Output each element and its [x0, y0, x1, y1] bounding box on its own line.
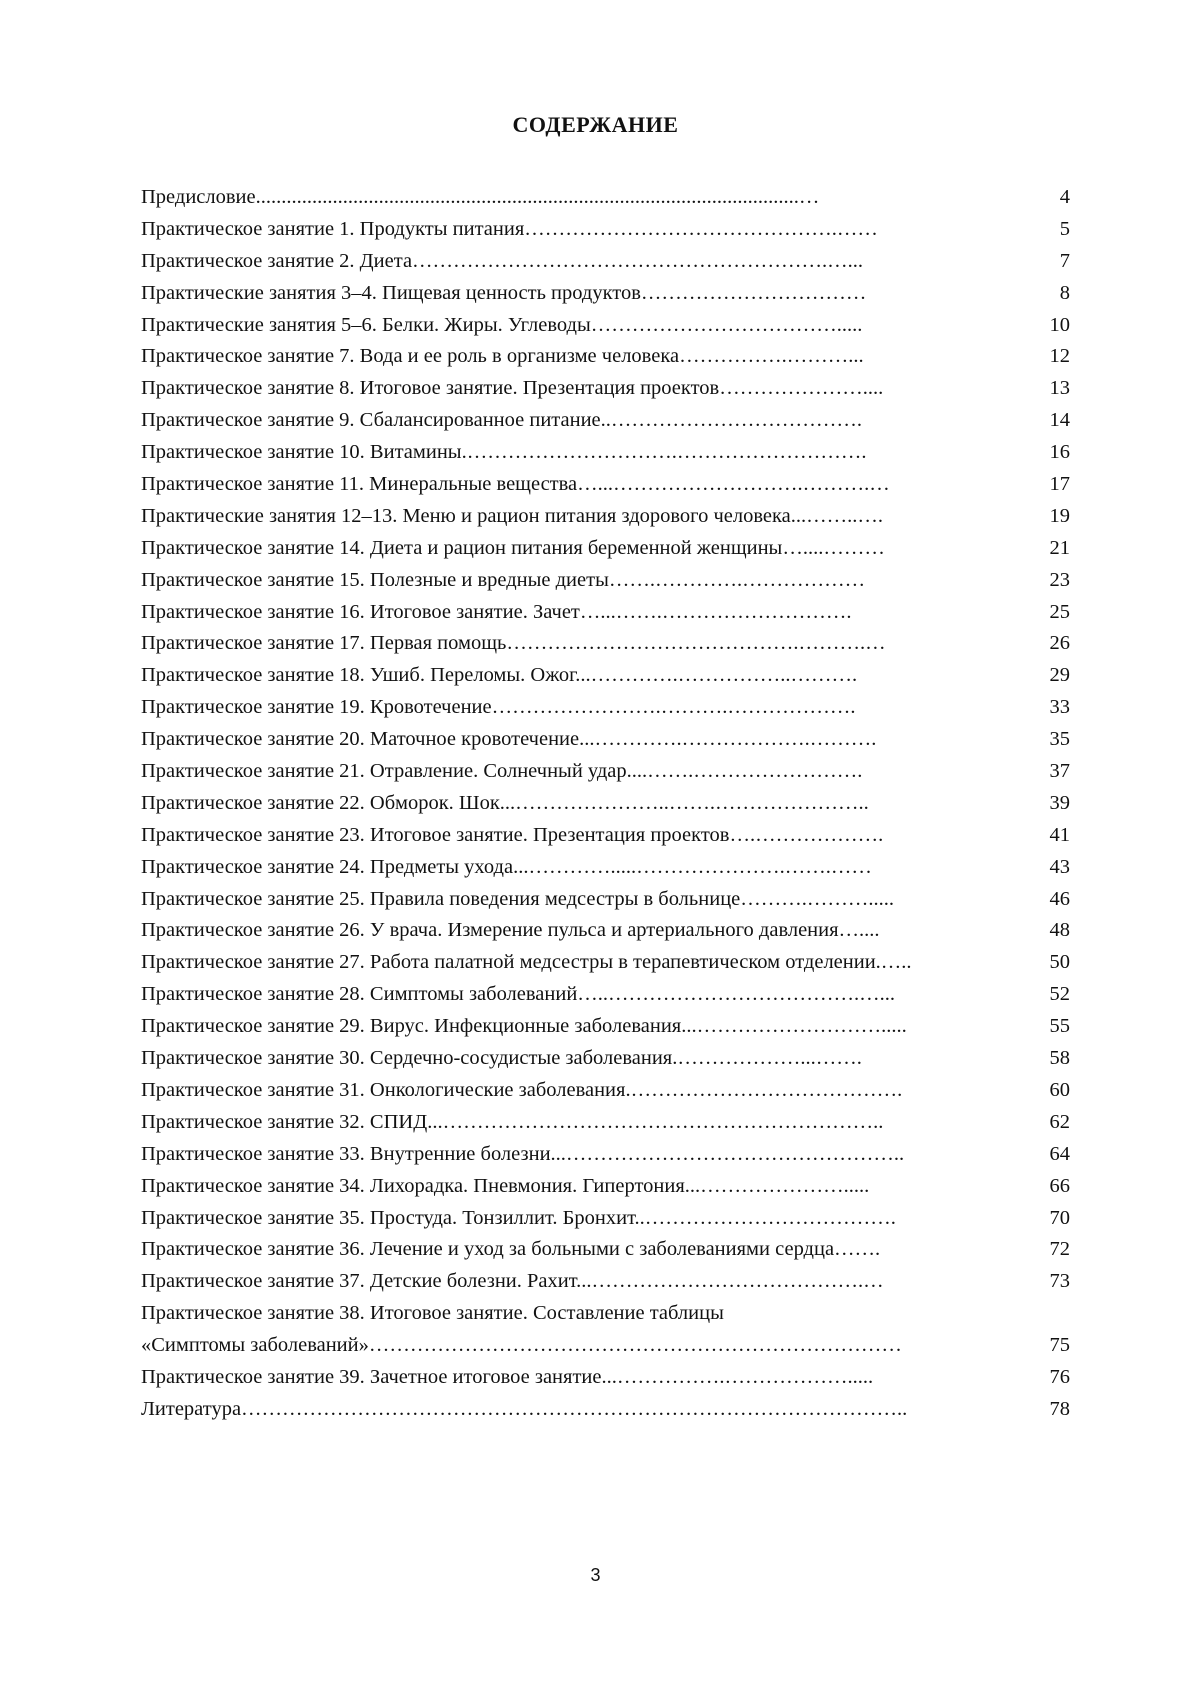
toc-entry-page: 43 — [1049, 855, 1070, 878]
toc-entry[interactable] — [141, 501, 1070, 533]
toc-entry[interactable] — [141, 405, 1070, 437]
toc-entry-page: 62 — [1049, 1110, 1070, 1133]
toc-entry-title: Практические занятия 5–6. Белки. Жиры. Углеводы………………………………..... — [141, 313, 863, 336]
toc-entry-title: Практическое занятие 38. Итоговое занятие. Составление таблицы — [141, 1302, 724, 1325]
toc-entry-page: 58 — [1049, 1047, 1070, 1070]
toc-entry[interactable] — [141, 565, 1070, 597]
toc-entry-title: Практическое занятие 28. Симптомы заболеваний…..……………………………….…... — [141, 983, 896, 1006]
toc-entry[interactable] — [141, 182, 1070, 214]
toc-entry[interactable] — [141, 278, 1070, 310]
toc-entry-title: Практическое занятие 23. Итоговое занятие. Презентация проектов….………………. — [141, 823, 884, 846]
toc-entry-title: Практическое занятие 1. Продукты питания……………………………………….…… — [141, 217, 878, 240]
toc-entry-page: 39 — [1049, 791, 1070, 814]
toc-entry-title: Практическое занятие 25. Правила поведения медсестры в больнице……….………..... — [141, 887, 895, 910]
toc-entry[interactable] — [141, 1394, 1070, 1426]
toc-entry[interactable] — [141, 692, 1070, 724]
toc-entry[interactable] — [141, 756, 1070, 788]
toc-entry-page: 55 — [1049, 1015, 1070, 1038]
toc-entry-page: 4 — [1059, 186, 1070, 208]
toc-entry-page: 76 — [1049, 1365, 1070, 1388]
toc-entry-title: Литература…………………………………………………………………………………….. — [141, 1397, 908, 1420]
toc-entry[interactable] — [141, 1298, 1070, 1330]
toc-entry-title: Практическое занятие 24. Предметы ухода...………….....………………….…….…… — [141, 855, 872, 878]
toc-entry-page: 66 — [1049, 1174, 1070, 1197]
toc-entry-page: 10 — [1049, 313, 1070, 336]
toc-entry[interactable] — [141, 1011, 1070, 1043]
toc-entry-page: 26 — [1049, 632, 1070, 655]
toc-entry-page: 35 — [1049, 728, 1070, 751]
toc-entry[interactable] — [141, 628, 1070, 660]
toc-entry-page: 64 — [1049, 1142, 1070, 1165]
toc-entry-page: 60 — [1049, 1078, 1070, 1101]
toc-entry[interactable] — [141, 1075, 1070, 1107]
toc-entry-title: Практическое занятие 14. Диета и рацион питания беременной женщины…....……… — [141, 536, 885, 559]
toc-entry-title: Практическое занятие 39. Зачетное итоговое занятие...…………….………………..... — [141, 1365, 874, 1388]
toc-entry-page: 21 — [1049, 536, 1070, 559]
toc-entry-title: Практическое занятие 16. Итоговое занятие. Зачет…...…….………………………. — [141, 600, 852, 623]
page-number: 3 — [590, 1565, 601, 1585]
toc-entry-title: Практическое занятие 8. Итоговое занятие. Презентация проектов………………….... — [141, 377, 884, 400]
toc-entry-title: Практическое занятие 32. СПИД...……………………………………………………….. — [141, 1110, 884, 1133]
toc-entry-page: 14 — [1049, 409, 1070, 432]
toc-entry[interactable] — [141, 1266, 1070, 1298]
toc-entry-page: 12 — [1049, 345, 1070, 368]
toc-entry-page: 78 — [1049, 1397, 1070, 1420]
toc-entry[interactable] — [141, 852, 1070, 884]
toc-entry[interactable] — [141, 660, 1070, 692]
toc-entry[interactable] — [141, 373, 1070, 405]
toc-entry[interactable] — [141, 310, 1070, 342]
toc-entry-title: Практическое занятие 21. Отравление. Солнечный удар....…….……………………. — [141, 760, 863, 783]
toc-entry-page: 25 — [1049, 600, 1070, 623]
toc-entry-title: Практическое занятие 34. Лихорадка. Пневмония. Гипертония...…………………..... — [141, 1174, 870, 1197]
toc-entry[interactable] — [141, 1362, 1070, 1394]
toc-entry-title: Практические занятия 3–4. Пищевая ценность продуктов…………………………… — [141, 281, 867, 304]
toc-entry-title: Практическое занятие 35. Простуда. Тонзиллит. Бронхит..………………………………. — [141, 1206, 896, 1229]
table-of-contents — [141, 182, 1070, 1426]
toc-entry[interactable] — [141, 469, 1070, 501]
toc-entry-title: Практическое занятие 20. Маточное кровотечение...………….……………….………. — [141, 728, 877, 751]
toc-entry-page: 46 — [1049, 887, 1070, 910]
toc-entry-title: Практическое занятие 7. Вода и ее роль в организме человека…………….………... — [141, 345, 864, 368]
toc-entry-page: 70 — [1049, 1206, 1070, 1229]
toc-entry-page: 16 — [1049, 441, 1070, 464]
toc-entry-title: Практическое занятие 9. Сбалансированное питание..………………………………. — [141, 409, 863, 432]
toc-entry-page: 75 — [1049, 1334, 1070, 1357]
toc-entry-title: Практическое занятие 29. Вирус. Инфекционные заболевания...………………………..... — [141, 1015, 907, 1038]
toc-entry[interactable] — [141, 1330, 1070, 1362]
toc-entry[interactable] — [141, 979, 1070, 1011]
toc-entry-title: Практическое занятие 27. Работа палатной медсестры в терапевтическом отделении.….. — [141, 951, 912, 974]
toc-entry-title: Практическое занятие 18. Ушиб. Переломы. Ожог...………….……………..………. — [141, 664, 858, 687]
toc-entry[interactable] — [141, 1043, 1070, 1075]
toc-entry-title: Практическое занятие 19. Кровотечение…………………….……….………………. — [141, 696, 856, 719]
toc-entry-title: Практическое занятие 26. У врача. Измерение пульса и артериального давления….... — [141, 919, 880, 942]
toc-entry-page: 48 — [1049, 919, 1070, 942]
toc-entry-title: Практическое занятие 2. Диета…………………………………………………….…... — [141, 249, 864, 272]
toc-entry-title: Практическое занятие 31. Онкологические заболевания.…………………………………. — [141, 1078, 903, 1101]
toc-entry-page: 13 — [1049, 377, 1070, 400]
toc-entry-title: «Симптомы заболеваний»…………………………………………………………………… — [141, 1334, 902, 1357]
toc-entry-page: 72 — [1049, 1238, 1070, 1261]
toc-entry[interactable] — [141, 1107, 1070, 1139]
toc-entry[interactable] — [141, 597, 1070, 629]
toc-entry-title: Практические занятия 12–13. Меню и рацион питания здорового человека...……..…. — [141, 504, 883, 527]
toc-entry-title: Практическое занятие 22. Обморок. Шок...…………………..…….………………….. — [141, 791, 869, 814]
toc-entry-page: 8 — [1059, 281, 1070, 304]
toc-entry[interactable] — [141, 1171, 1070, 1203]
toc-entry-title: Практическое занятие 30. Сердечно-сосудистые заболевания.………………...……. — [141, 1047, 862, 1070]
toc-entry[interactable] — [141, 947, 1070, 979]
toc-entry-page: 19 — [1049, 504, 1070, 527]
toc-entry-title: Практическое занятие 33. Внутренние болезни...………………………………………….. — [141, 1142, 905, 1165]
toc-entry[interactable] — [141, 341, 1070, 373]
toc-entry[interactable] — [141, 533, 1070, 565]
toc-entry-page: 37 — [1049, 760, 1070, 783]
toc-entry[interactable] — [141, 724, 1070, 756]
toc-entry-page: 41 — [1049, 823, 1070, 846]
toc-entry-page: 7 — [1059, 249, 1070, 272]
toc-entry[interactable] — [141, 1203, 1070, 1235]
toc-entry[interactable] — [141, 214, 1070, 246]
toc-entry[interactable] — [141, 788, 1070, 820]
toc-entry-title: Практическое занятие 15. Полезные и вредные диеты…….………….……………… — [141, 568, 866, 591]
toc-entry-title: Предисловие..........................................................................................................… — [141, 186, 820, 208]
toc-entry[interactable] — [141, 246, 1070, 278]
toc-entry-page: 50 — [1049, 951, 1070, 974]
toc-entry-page: 73 — [1049, 1270, 1070, 1293]
toc-entry[interactable] — [141, 820, 1070, 852]
toc-entry-page: 17 — [1049, 473, 1070, 496]
toc-entry[interactable] — [141, 1234, 1070, 1266]
toc-title: СОДЕРЖАНИЕ — [512, 112, 679, 137]
toc-entry[interactable] — [141, 1139, 1070, 1171]
toc-entry[interactable] — [141, 437, 1070, 469]
toc-entry[interactable] — [141, 915, 1070, 947]
toc-entry-page: 29 — [1049, 664, 1070, 687]
toc-entry-title: Практическое занятие 37. Детские болезни. Рахит...………………………………….… — [141, 1270, 884, 1293]
toc-entry-page: 5 — [1059, 217, 1070, 240]
toc-entry[interactable] — [141, 884, 1070, 916]
toc-entry-title: Практическое занятие 10. Витамины.………………………….………………………. — [141, 441, 867, 464]
toc-entry-title: Практическое занятие 17. Первая помощь…………………………………….……….… — [141, 632, 886, 655]
toc-entry-page: 33 — [1049, 696, 1070, 719]
toc-entry-title: Практическое занятие 11. Минеральные вещества…...……………………….……….… — [141, 473, 890, 496]
toc-entry-title: Практическое занятие 36. Лечение и уход за больными с заболеваниями сердца……. — [141, 1238, 881, 1261]
toc-entry-page: 23 — [1049, 568, 1070, 591]
toc-entry-page: 52 — [1049, 983, 1070, 1006]
